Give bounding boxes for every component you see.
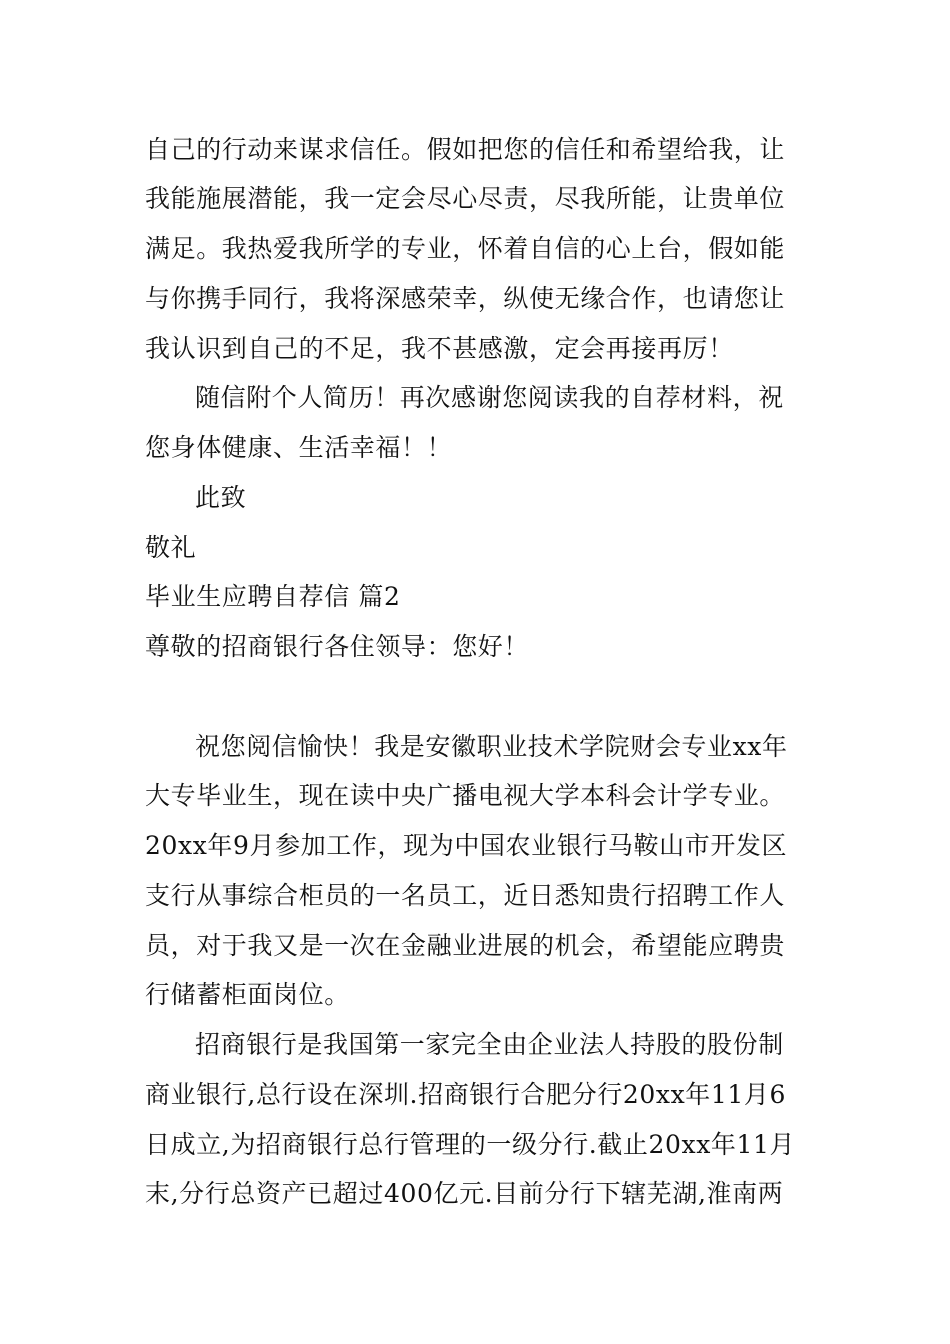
paragraph-line: 行储蓄柜面岗位。 [145,980,350,1009]
paragraph-line: 我认识到自己的不足，我不甚感激，定会再接再厉！ [145,334,734,363]
salutation-line: 尊敬的招商银行各住领导：您好！ [145,632,530,661]
paragraph-line: 20xx年9月参加工作，现为中国农业银行马鞍山市开发区 [145,831,788,860]
paragraph-line: 我能施展潜能，我一定会尽心尽责，尽我所能，让贵单位 [145,184,786,213]
paragraph-line: 自己的行动来谋求信任。假如把您的信任和希望给我，让 [145,135,786,164]
section-title: 毕业生应聘自荐信 篇2 [145,582,401,611]
paragraph-line: 支行从事综合柜员的一名员工，近日悉知贵行招聘工作人 [145,881,786,910]
paragraph-line: 大专毕业生，现在读中央广播电视大学本科会计学专业。 [145,781,786,810]
closing-line: 此致 [195,483,247,512]
paragraph-line: 祝您阅信愉快！我是安徽职业技术学院财会专业xx年 [195,732,788,761]
paragraph-line: 满足。我热爱我所学的专业，怀着自信的心上台，假如能 [145,234,786,263]
paragraph-line: 您身体健康、生活幸福！！ [145,433,453,462]
paragraph-line: 与你携手同行，我将深感荣幸，纵使无缘合作，也请您让 [145,284,786,313]
paragraph-line: 员，对于我又是一次在金融业进展的机会，希望能应聘贵 [145,931,786,960]
paragraph-line: 商业银行,总行设在深圳.招商银行合肥分行20xx年11月6 [145,1080,787,1109]
paragraph-line: 招商银行是我国第一家完全由企业法人持股的股份制 [195,1030,784,1059]
closing-line: 敬礼 [145,533,197,562]
paragraph-line: 随信附个人简历！再次感谢您阅读我的自荐材料，祝 [195,383,784,412]
paragraph-line: 末,分行总资产已超过400亿元.目前分行下辖芜湖,淮南两 [145,1179,784,1208]
paragraph-line: 日成立,为招商银行总行管理的一级分行.截止20xx年11月 [145,1130,796,1159]
